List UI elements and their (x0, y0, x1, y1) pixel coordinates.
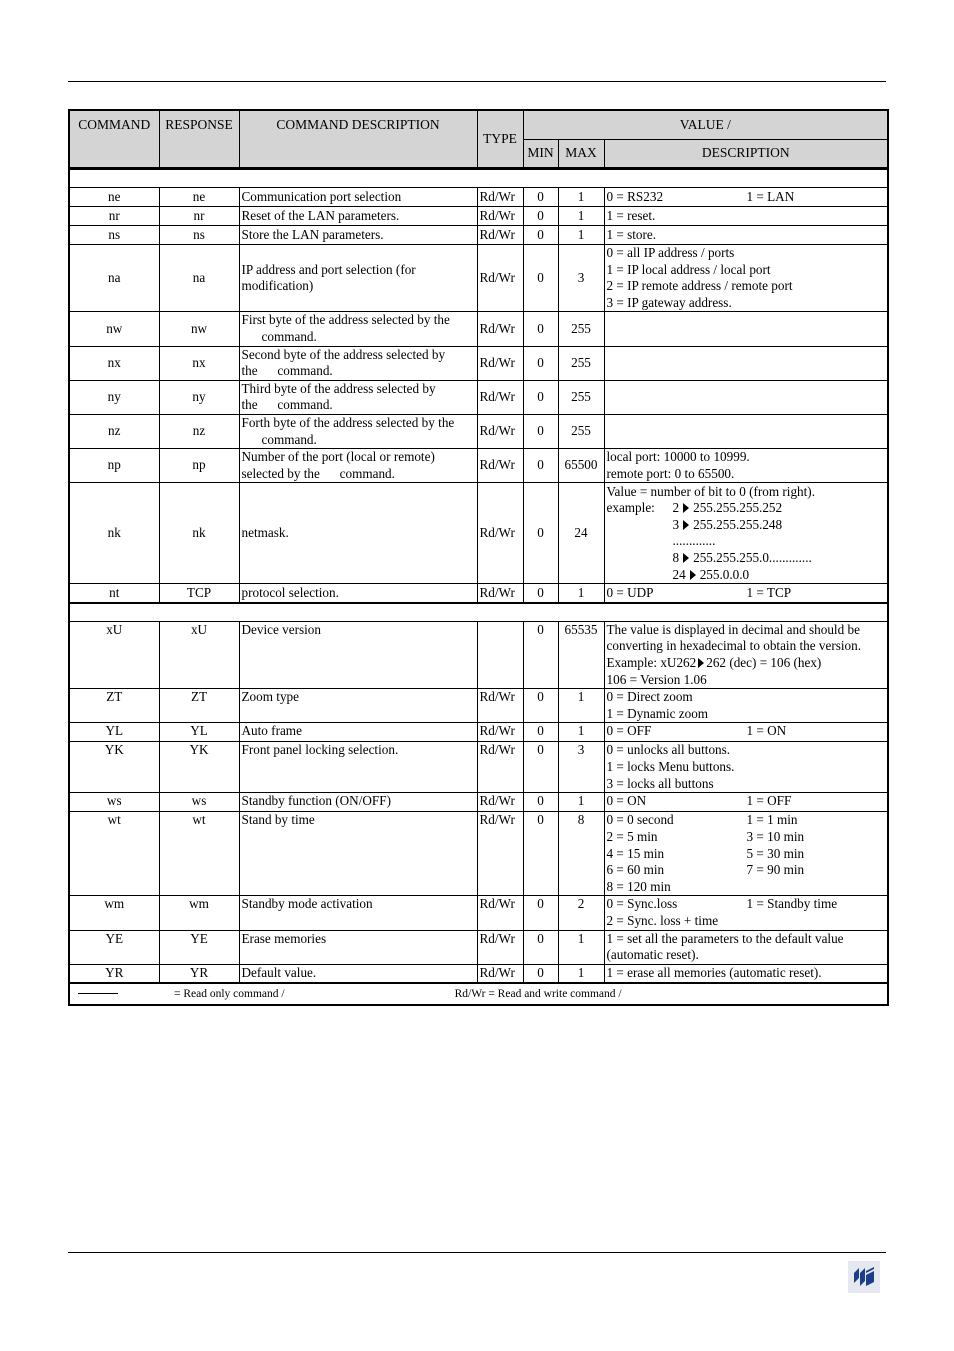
cell-command: na (69, 245, 159, 312)
company-logo (848, 1261, 880, 1293)
cell-min: 0 (523, 346, 558, 380)
cell-max: 3 (558, 245, 604, 312)
cell-min: 0 (523, 188, 558, 207)
read-write-legend: Rd/Wr = Read and write command / (454, 987, 622, 1000)
cell-command: wt (69, 812, 159, 896)
cell-description: Second byte of the address selected by the command. (239, 346, 477, 380)
cell-type: Rd/Wr (477, 245, 523, 312)
table-row (69, 964, 888, 983)
table-row (69, 584, 888, 603)
cell-max: 1 (558, 584, 604, 603)
arrow-right-icon (683, 553, 689, 563)
cell-max: 1 (558, 964, 604, 983)
cell-description: Number of the port (local or remote) selected by the command. (239, 449, 477, 483)
table-footer (69, 983, 888, 1005)
top-rule (68, 81, 886, 82)
cell-type: Rd/Wr (477, 414, 523, 448)
cell-min: 0 (523, 723, 558, 742)
cell-command: nr (69, 207, 159, 226)
cell-value-description (604, 380, 888, 414)
command-table (68, 109, 889, 1006)
cell-value-description: The value is displayed in decimal and should be converting in hexadecimal to obtain the version. Example: xU262 262 (dec) = 106 (hex) 106 = Version 1.06 (604, 621, 888, 688)
cell-description: netmask. (239, 483, 477, 584)
cell-value-description: 0 = RS232 1 = LAN (604, 188, 888, 207)
cell-min: 0 (523, 621, 558, 688)
cell-type: Rd/Wr (477, 346, 523, 380)
cell-max: 255 (558, 312, 604, 346)
table-row (69, 380, 888, 414)
cell-description: Reset of the LAN parameters. (239, 207, 477, 226)
cell-type: Rd/Wr (477, 483, 523, 584)
arrow-right-icon (698, 658, 704, 668)
cell-min: 0 (523, 896, 558, 930)
table-row (69, 621, 888, 688)
cell-max: 1 (558, 226, 604, 245)
header-value: VALUE / (523, 110, 888, 140)
cell-description: IP address and port selection (for modification) (239, 245, 477, 312)
cell-max: 1 (558, 723, 604, 742)
cell-type: Rd/Wr (477, 312, 523, 346)
cell-type: Rd/Wr (477, 380, 523, 414)
header-description: COMMAND DESCRIPTION (239, 110, 477, 169)
arrow-right-icon (683, 520, 689, 530)
cell-min: 0 (523, 483, 558, 584)
table-row (69, 188, 888, 207)
table-row (69, 742, 888, 793)
table-row (69, 207, 888, 226)
cell-value-description: 0 = all IP address / ports 1 = IP local address / local port 2 = IP remote address / remote port 3 = IP gateway address. (604, 245, 888, 312)
cell-value-description: 0 = 0 second 1 = 1 min 2 = 5 min 3 = 10 min 4 = 15 min 5 = 30 min 6 = 60 min 7 = 90 min 8 = 120 min (604, 812, 888, 896)
cell-command: ZT (69, 689, 159, 723)
cell-command: np (69, 449, 159, 483)
cell-max: 65535 (558, 621, 604, 688)
cell-response: ws (159, 793, 239, 812)
cell-command: YL (69, 723, 159, 742)
cell-min: 0 (523, 245, 558, 312)
cell-description: Auto frame (239, 723, 477, 742)
cell-description: Default value. (239, 964, 477, 983)
table-row (69, 245, 888, 312)
table-row (69, 812, 888, 896)
table-row (69, 793, 888, 812)
cell-description: protocol selection. (239, 584, 477, 603)
cell-command: ns (69, 226, 159, 245)
header-command: COMMAND (69, 110, 159, 169)
cell-command: ny (69, 380, 159, 414)
cell-description: Device version (239, 621, 477, 688)
cell-value-description: 0 = Direct zoom 1 = Dynamic zoom (604, 689, 888, 723)
cell-min: 0 (523, 380, 558, 414)
table-row (69, 226, 888, 245)
cell-value-description: 0 = unlocks all buttons. 1 = locks Menu buttons. 3 = locks all buttons (604, 742, 888, 793)
cell-max: 1 (558, 793, 604, 812)
cell-max: 1 (558, 930, 604, 964)
cell-command: nt (69, 584, 159, 603)
cell-min: 0 (523, 742, 558, 793)
cell-description: Stand by time (239, 812, 477, 896)
cell-response: np (159, 449, 239, 483)
cell-value-description: 0 = Sync.loss 1 = Standby time 2 = Sync. loss + time (604, 896, 888, 930)
cell-type: Rd/Wr (477, 188, 523, 207)
header-response: RESPONSE (159, 110, 239, 169)
cell-response: wt (159, 812, 239, 896)
cell-max: 255 (558, 380, 604, 414)
cell-description: Front panel locking selection. (239, 742, 477, 793)
section-system-header (69, 603, 888, 622)
cell-max: 1 (558, 689, 604, 723)
cell-max: 8 (558, 812, 604, 896)
cell-command: nk (69, 483, 159, 584)
cell-value-description (604, 346, 888, 380)
cell-value-description: 1 = set all the parameters to the default value (automatic reset). (604, 930, 888, 964)
arrow-right-icon (690, 570, 696, 580)
cell-response: xU (159, 621, 239, 688)
cell-max: 3 (558, 742, 604, 793)
cell-type: Rd/Wr (477, 449, 523, 483)
cell-type: Rd/Wr (477, 964, 523, 983)
cell-type: Rd/Wr (477, 723, 523, 742)
table-row (69, 414, 888, 448)
cell-description: Zoom type (239, 689, 477, 723)
cell-command: xU (69, 621, 159, 688)
cell-type: Rd/Wr (477, 226, 523, 245)
table-row (69, 346, 888, 380)
cell-description: Erase memories (239, 930, 477, 964)
cell-value-description (604, 414, 888, 448)
header-value-description: DESCRIPTION (604, 140, 888, 169)
cell-description: Store the LAN parameters. (239, 226, 477, 245)
cell-min: 0 (523, 584, 558, 603)
cell-type: Rd/Wr (477, 930, 523, 964)
table-row (69, 689, 888, 723)
cell-description: Communication port selection (239, 188, 477, 207)
cell-command: nz (69, 414, 159, 448)
cell-response: ZT (159, 689, 239, 723)
cell-value-description: 1 = store. (604, 226, 888, 245)
cell-value-description: local port: 10000 to 10999. remote port: 0 to 65500. (604, 449, 888, 483)
cell-response: na (159, 245, 239, 312)
cell-min: 0 (523, 930, 558, 964)
cell-response: nz (159, 414, 239, 448)
table-row (69, 930, 888, 964)
cell-response: YL (159, 723, 239, 742)
table-row (69, 449, 888, 483)
cell-value-description (604, 312, 888, 346)
cell-min: 0 (523, 414, 558, 448)
table-row (69, 896, 888, 930)
cell-response: YK (159, 742, 239, 793)
cell-value-description: Value = number of bit to 0 (from right). example: 2 255.255.255.252 3 255.255.255.248 ............. 8 255.255.255.0............. 24 255.0.0.0 (604, 483, 888, 584)
cell-min: 0 (523, 207, 558, 226)
cell-type: Rd/Wr (477, 689, 523, 723)
cell-command: wm (69, 896, 159, 930)
cell-command: nw (69, 312, 159, 346)
cell-min: 0 (523, 226, 558, 245)
cell-response: nw (159, 312, 239, 346)
bottom-rule (68, 1252, 886, 1253)
cell-description: First byte of the address selected by the command. (239, 312, 477, 346)
cell-max: 24 (558, 483, 604, 584)
cell-value-description: 1 = erase all memories (automatic reset). (604, 964, 888, 983)
cell-min: 0 (523, 812, 558, 896)
cell-response: YR (159, 964, 239, 983)
cell-max: 1 (558, 207, 604, 226)
cell-value-description: 0 = OFF 1 = ON (604, 723, 888, 742)
cell-type: Rd/Wr (477, 207, 523, 226)
read-only-legend: = Read only command / (174, 987, 285, 1000)
header-min: MIN (523, 140, 558, 169)
cell-description: Standby mode activation (239, 896, 477, 930)
cell-max: 2 (558, 896, 604, 930)
cell-description: Third byte of the address selected by the command. (239, 380, 477, 414)
cell-max: 255 (558, 414, 604, 448)
cell-command: YK (69, 742, 159, 793)
cell-min: 0 (523, 964, 558, 983)
cell-min: 0 (523, 689, 558, 723)
cell-max: 65500 (558, 449, 604, 483)
cell-value-description: 0 = ON 1 = OFF (604, 793, 888, 812)
header-max: MAX (558, 140, 604, 169)
cell-min: 0 (523, 449, 558, 483)
cell-type: Rd/Wr (477, 742, 523, 793)
cell-response: ns (159, 226, 239, 245)
cell-response: nk (159, 483, 239, 584)
section-lan-header (69, 169, 888, 188)
cell-max: 255 (558, 346, 604, 380)
table-row (69, 312, 888, 346)
cell-command: ne (69, 188, 159, 207)
cell-type: Rd/Wr (477, 793, 523, 812)
cell-command: nx (69, 346, 159, 380)
cell-description: Forth byte of the address selected by the command. (239, 414, 477, 448)
header-type: TYPE (477, 110, 523, 169)
cell-response: TCP (159, 584, 239, 603)
cell-response: ne (159, 188, 239, 207)
cell-type: Rd/Wr (477, 812, 523, 896)
cell-response: wm (159, 896, 239, 930)
cell-max: 1 (558, 188, 604, 207)
arrow-right-icon (683, 503, 689, 513)
cell-response: ny (159, 380, 239, 414)
cell-command: YE (69, 930, 159, 964)
cell-min: 0 (523, 312, 558, 346)
cell-response: YE (159, 930, 239, 964)
cell-type: Rd/Wr (477, 896, 523, 930)
cell-description: Standby function (ON/OFF) (239, 793, 477, 812)
cell-type (477, 621, 523, 688)
cell-command: ws (69, 793, 159, 812)
cell-type: Rd/Wr (477, 584, 523, 603)
cell-response: nx (159, 346, 239, 380)
table-row (69, 483, 888, 584)
cell-value-description: 1 = reset. (604, 207, 888, 226)
cell-command: YR (69, 964, 159, 983)
cell-min: 0 (523, 793, 558, 812)
table-row (69, 723, 888, 742)
read-only-marker (78, 993, 118, 994)
cell-value-description: 0 = UDP 1 = TCP (604, 584, 888, 603)
cell-response: nr (159, 207, 239, 226)
